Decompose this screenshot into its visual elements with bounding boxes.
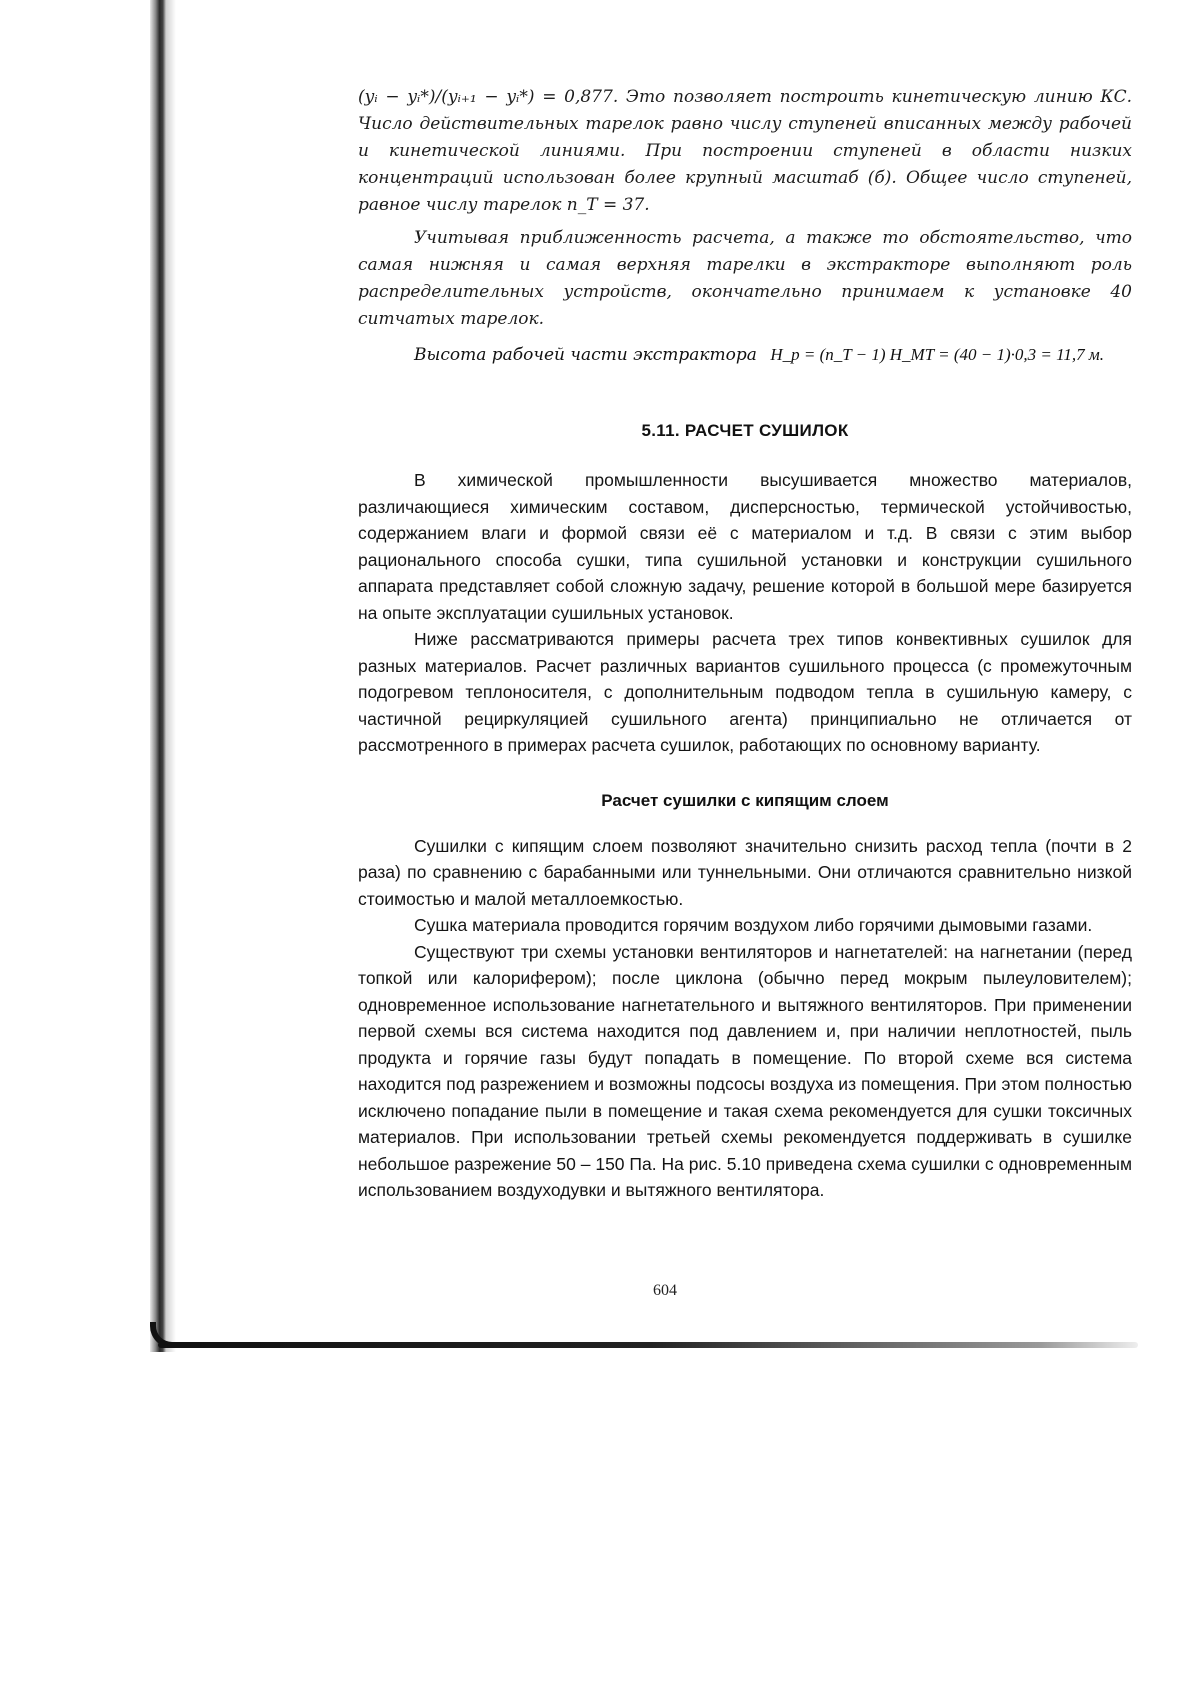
subsection-paragraph-2: Сушка материала проводится горячим воздухом либо горячими дымовыми газами.	[414, 915, 1093, 935]
section-title: 5.11. РАСЧЕТ СУШИЛОК	[641, 421, 849, 440]
subsection-paragraph-1: Сушилки с кипящим слоем позволяют значительно снизить расход тепла (почти в 2 раза) по сравнению с барабанными или туннельными. Они отличаются сравнительно низкой стоимостью и малой металлоемкостью.	[358, 835, 1132, 909]
page-bottom-edge	[158, 1342, 1138, 1348]
section-paragraph-1: В химической промышленности высушивается множество материалов, различающиеся химическим составом, дисперсностью, термической устойчивостью, содержанием влаги и формой связи её с материалом и т.д. В связи с этим выбор рационального способа сушки, типа сушильной установки и конструкции сушильного аппарата представляет собой сложную задачу, решение которой в большой мере базируется на опыте эксплуатации сушильных установок.	[358, 470, 1132, 623]
page-content	[358, 84, 1132, 1204]
extractor-height-line	[358, 341, 1132, 369]
gutter-shadow	[166, 0, 176, 1352]
intro-paragraph: (yᵢ − yᵢ*)/(yᵢ₊₁ − yᵢ*) = 0,877. Это позволяет построить кинетическую линию КС. Число действительных тарелок равно числу ступеней вписанных между рабочей и кинетической линиями. При построении ступеней в области низких концентраций использован более крупный масштаб (б). Общее число ступеней, равное числу тарелок n_T = 37.	[358, 87, 1132, 215]
subsection-paragraph-3: Существуют три схемы установки вентиляторов и нагнетателей: на нагнетании (перед топкой или калорифером); после циклона (обычно перед мокрым пылеуловителем); одновременное использование нагнетательного и вытяжного вентиляторов. При применении первой схемы вся система находится под давлением и, при наличии неплотностей, пыль продукта и горячие газы будут попадать в помещение. По второй схеме вся система находится под разрежением и возможны подсосы воздуха из помещения. При этом полностью исключено попадание пыли в помещение и такая схема рекомендуется для сушки токсичных материалов. При использовании третьей схемы рекомендуется поддерживать в сушилке небольшое разрежение 50 – 150 Па. На рис. 5.10 приведена схема сушилки с одновременным использованием воздуходувки и вытяжного вентилятора.	[358, 941, 1132, 1200]
height-label: Высота рабочей части экстрактора	[414, 345, 757, 365]
book-spine-shadow	[150, 0, 166, 1352]
subsection-title: Расчет сушилки с кипящим слоем	[601, 790, 889, 810]
paragraph-plates-count: Учитывая приближенность расчета, а также то обстоятельство, что самая нижняя и самая верхняя тарелки в экстракторе выполняют роль распределительных устройств, окончательно принимаем к установке 40 ситчатых тарелок.	[358, 228, 1132, 329]
section-paragraph-2: Ниже рассматриваются примеры расчета трех типов конвективных сушилок для разных материалов. Расчет различных вариантов сушильного процесса (с промежуточным подогревом теплоносителя, с дополнительным подводом тепла в сушильную камеру, с частичной рециркуляцией сушильного агента) принципиально не отличается от рассмотренного в примерах расчета сушилок, работающих по основному варианту.	[358, 629, 1132, 755]
page-number: 604	[653, 1282, 677, 1299]
height-formula: H_p = (n_T − 1) H_MT = (40 − 1)·0,3 = 11,7 м.	[770, 345, 1104, 364]
